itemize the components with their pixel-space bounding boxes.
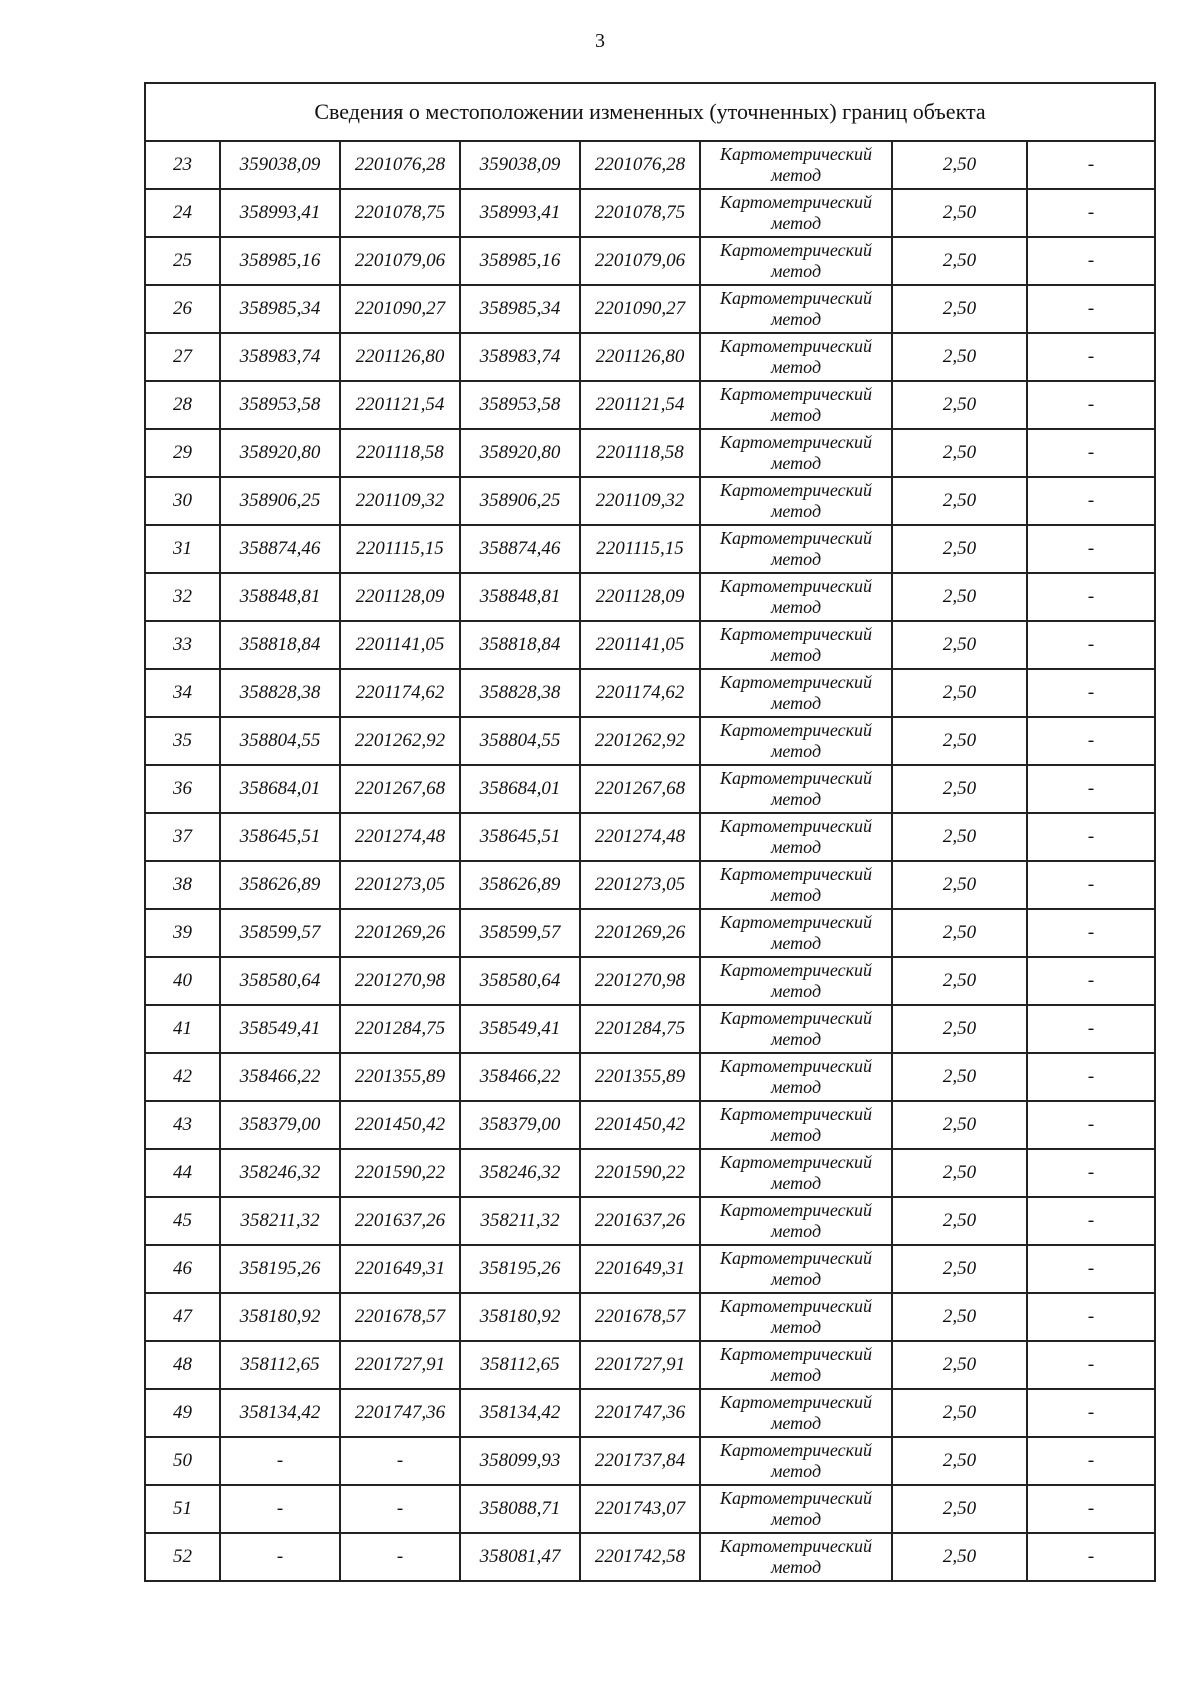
point-number-cell: 52	[145, 1533, 220, 1581]
description-cell: -	[1027, 525, 1155, 573]
method-cell: Картометрический метод	[700, 957, 892, 1005]
existing-x-cell: 358818,84	[220, 621, 340, 669]
new-y-cell: 2201727,91	[580, 1341, 700, 1389]
new-y-cell: 2201747,36	[580, 1389, 700, 1437]
point-number-cell: 40	[145, 957, 220, 1005]
accuracy-cell: 2,50	[892, 189, 1027, 237]
description-cell: -	[1027, 1341, 1155, 1389]
description-cell: -	[1027, 477, 1155, 525]
method-cell: Картометрический метод	[700, 141, 892, 189]
description-cell: -	[1027, 189, 1155, 237]
method-cell: Картометрический метод	[700, 1293, 892, 1341]
description-cell: -	[1027, 1149, 1155, 1197]
new-x-cell: 358081,47	[460, 1533, 580, 1581]
new-x-cell: 358818,84	[460, 621, 580, 669]
accuracy-cell: 2,50	[892, 237, 1027, 285]
method-cell: Картометрический метод	[700, 717, 892, 765]
description-cell: -	[1027, 141, 1155, 189]
description-cell: -	[1027, 909, 1155, 957]
existing-x-cell: 358112,65	[220, 1341, 340, 1389]
point-number-cell: 27	[145, 333, 220, 381]
existing-x-cell: 358906,25	[220, 477, 340, 525]
method-cell: Картометрический метод	[700, 285, 892, 333]
existing-y-cell: 2201115,15	[340, 525, 460, 573]
accuracy-cell: 2,50	[892, 285, 1027, 333]
new-x-cell: 358599,57	[460, 909, 580, 957]
existing-x-cell: 358211,32	[220, 1197, 340, 1245]
table-row	[145, 429, 1155, 477]
description-cell: -	[1027, 669, 1155, 717]
description-cell: -	[1027, 285, 1155, 333]
new-x-cell: 358906,25	[460, 477, 580, 525]
description-cell: -	[1027, 1053, 1155, 1101]
new-y-cell: 2201284,75	[580, 1005, 700, 1053]
point-number-cell: 39	[145, 909, 220, 957]
method-cell: Картометрический метод	[700, 1341, 892, 1389]
accuracy-cell: 2,50	[892, 141, 1027, 189]
new-y-cell: 2201590,22	[580, 1149, 700, 1197]
new-y-cell: 2201355,89	[580, 1053, 700, 1101]
existing-y-cell: 2201267,68	[340, 765, 460, 813]
existing-y-cell: 2201262,92	[340, 717, 460, 765]
accuracy-cell: 2,50	[892, 1245, 1027, 1293]
new-x-cell: 358379,00	[460, 1101, 580, 1149]
existing-y-cell: 2201274,48	[340, 813, 460, 861]
description-cell: -	[1027, 381, 1155, 429]
existing-y-cell: -	[340, 1485, 460, 1533]
table-row	[145, 333, 1155, 381]
method-cell: Картометрический метод	[700, 333, 892, 381]
new-y-cell: 2201079,06	[580, 237, 700, 285]
method-cell: Картометрический метод	[700, 1005, 892, 1053]
method-cell: Картометрический метод	[700, 573, 892, 621]
new-y-cell: 2201637,26	[580, 1197, 700, 1245]
existing-y-cell: -	[340, 1437, 460, 1485]
point-number-cell: 37	[145, 813, 220, 861]
accuracy-cell: 2,50	[892, 1101, 1027, 1149]
new-y-cell: 2201267,68	[580, 765, 700, 813]
table-row	[145, 957, 1155, 1005]
existing-y-cell: 2201109,32	[340, 477, 460, 525]
accuracy-cell: 2,50	[892, 1341, 1027, 1389]
accuracy-cell: 2,50	[892, 1533, 1027, 1581]
existing-x-cell: 358874,46	[220, 525, 340, 573]
new-y-cell: 2201269,26	[580, 909, 700, 957]
method-cell: Картометрический метод	[700, 1389, 892, 1437]
description-cell: -	[1027, 717, 1155, 765]
method-cell: Картометрический метод	[700, 477, 892, 525]
table-row	[145, 1293, 1155, 1341]
accuracy-cell: 2,50	[892, 957, 1027, 1005]
description-cell: -	[1027, 1245, 1155, 1293]
method-cell: Картометрический метод	[700, 1149, 892, 1197]
existing-x-cell: 358466,22	[220, 1053, 340, 1101]
description-cell: -	[1027, 861, 1155, 909]
method-cell: Картометрический метод	[700, 669, 892, 717]
point-number-cell: 28	[145, 381, 220, 429]
new-x-cell: 358874,46	[460, 525, 580, 573]
existing-x-cell: 359038,09	[220, 141, 340, 189]
new-x-cell: 358195,26	[460, 1245, 580, 1293]
description-cell: -	[1027, 1485, 1155, 1533]
new-y-cell: 2201109,32	[580, 477, 700, 525]
point-number-cell: 26	[145, 285, 220, 333]
new-x-cell: 358088,71	[460, 1485, 580, 1533]
existing-x-cell: -	[220, 1437, 340, 1485]
new-y-cell: 2201737,84	[580, 1437, 700, 1485]
existing-y-cell: 2201174,62	[340, 669, 460, 717]
description-cell: -	[1027, 1101, 1155, 1149]
method-cell: Картометрический метод	[700, 381, 892, 429]
description-cell: -	[1027, 1533, 1155, 1581]
description-cell: -	[1027, 429, 1155, 477]
point-number-cell: 41	[145, 1005, 220, 1053]
existing-x-cell: 358993,41	[220, 189, 340, 237]
existing-x-cell: 358953,58	[220, 381, 340, 429]
description-cell: -	[1027, 333, 1155, 381]
existing-x-cell: 358985,34	[220, 285, 340, 333]
point-number-cell: 36	[145, 765, 220, 813]
existing-x-cell: 358848,81	[220, 573, 340, 621]
accuracy-cell: 2,50	[892, 477, 1027, 525]
new-x-cell: 358985,34	[460, 285, 580, 333]
description-cell: -	[1027, 621, 1155, 669]
table-row	[145, 285, 1155, 333]
point-number-cell: 47	[145, 1293, 220, 1341]
table-row	[145, 1533, 1155, 1581]
new-y-cell: 2201121,54	[580, 381, 700, 429]
point-number-cell: 29	[145, 429, 220, 477]
existing-x-cell: 358195,26	[220, 1245, 340, 1293]
new-y-cell: 2201118,58	[580, 429, 700, 477]
description-cell: -	[1027, 1005, 1155, 1053]
table-row	[145, 621, 1155, 669]
point-number-cell: 43	[145, 1101, 220, 1149]
point-number-cell: 42	[145, 1053, 220, 1101]
existing-x-cell: 358626,89	[220, 861, 340, 909]
existing-x-cell: 358379,00	[220, 1101, 340, 1149]
existing-y-cell: 2201727,91	[340, 1341, 460, 1389]
new-y-cell: 2201273,05	[580, 861, 700, 909]
existing-x-cell: 358645,51	[220, 813, 340, 861]
existing-y-cell: 2201747,36	[340, 1389, 460, 1437]
accuracy-cell: 2,50	[892, 1149, 1027, 1197]
existing-x-cell: 358549,41	[220, 1005, 340, 1053]
new-y-cell: 2201174,62	[580, 669, 700, 717]
point-number-cell: 48	[145, 1341, 220, 1389]
point-number-cell: 44	[145, 1149, 220, 1197]
new-x-cell: 358645,51	[460, 813, 580, 861]
new-x-cell: 358848,81	[460, 573, 580, 621]
accuracy-cell: 2,50	[892, 765, 1027, 813]
new-x-cell: 358466,22	[460, 1053, 580, 1101]
boundary-coordinates-table	[144, 82, 1156, 1582]
table-row	[145, 1389, 1155, 1437]
new-x-cell: 358180,92	[460, 1293, 580, 1341]
existing-x-cell: 358920,80	[220, 429, 340, 477]
new-x-cell: 358993,41	[460, 189, 580, 237]
existing-y-cell: 2201141,05	[340, 621, 460, 669]
existing-y-cell: 2201118,58	[340, 429, 460, 477]
table-row	[145, 1485, 1155, 1533]
table-row	[145, 573, 1155, 621]
table-row	[145, 717, 1155, 765]
accuracy-cell: 2,50	[892, 381, 1027, 429]
new-y-cell: 2201262,92	[580, 717, 700, 765]
existing-x-cell: 358828,38	[220, 669, 340, 717]
new-x-cell: 358099,93	[460, 1437, 580, 1485]
table-row	[145, 1245, 1155, 1293]
method-cell: Картометрический метод	[700, 189, 892, 237]
point-number-cell: 46	[145, 1245, 220, 1293]
new-y-cell: 2201128,09	[580, 573, 700, 621]
accuracy-cell: 2,50	[892, 333, 1027, 381]
method-cell: Картометрический метод	[700, 909, 892, 957]
new-y-cell: 2201743,07	[580, 1485, 700, 1533]
description-cell: -	[1027, 1197, 1155, 1245]
new-x-cell: 358804,55	[460, 717, 580, 765]
existing-y-cell: 2201450,42	[340, 1101, 460, 1149]
existing-y-cell: 2201076,28	[340, 141, 460, 189]
table-row	[145, 1053, 1155, 1101]
existing-y-cell: 2201090,27	[340, 285, 460, 333]
point-number-cell: 32	[145, 573, 220, 621]
method-cell: Картометрический метод	[700, 813, 892, 861]
point-number-cell: 34	[145, 669, 220, 717]
existing-y-cell: -	[340, 1533, 460, 1581]
point-number-cell: 35	[145, 717, 220, 765]
table-row	[145, 189, 1155, 237]
existing-x-cell: 358985,16	[220, 237, 340, 285]
point-number-cell: 30	[145, 477, 220, 525]
table-title: Сведения о местоположении измененных (уточненных) границ объекта	[145, 83, 1155, 141]
existing-y-cell: 2201355,89	[340, 1053, 460, 1101]
table-row	[145, 1149, 1155, 1197]
accuracy-cell: 2,50	[892, 1389, 1027, 1437]
accuracy-cell: 2,50	[892, 525, 1027, 573]
table-row	[145, 1101, 1155, 1149]
description-cell: -	[1027, 1293, 1155, 1341]
accuracy-cell: 2,50	[892, 1053, 1027, 1101]
new-y-cell: 2201076,28	[580, 141, 700, 189]
table-row	[145, 237, 1155, 285]
accuracy-cell: 2,50	[892, 1005, 1027, 1053]
new-y-cell: 2201450,42	[580, 1101, 700, 1149]
accuracy-cell: 2,50	[892, 1197, 1027, 1245]
existing-y-cell: 2201078,75	[340, 189, 460, 237]
new-y-cell: 2201126,80	[580, 333, 700, 381]
accuracy-cell: 2,50	[892, 813, 1027, 861]
existing-y-cell: 2201678,57	[340, 1293, 460, 1341]
existing-y-cell: 2201270,98	[340, 957, 460, 1005]
point-number-cell: 24	[145, 189, 220, 237]
method-cell: Картометрический метод	[700, 861, 892, 909]
new-y-cell: 2201090,27	[580, 285, 700, 333]
point-number-cell: 31	[145, 525, 220, 573]
table-row	[145, 765, 1155, 813]
new-x-cell: 358134,42	[460, 1389, 580, 1437]
table-row	[145, 1437, 1155, 1485]
existing-x-cell: 358804,55	[220, 717, 340, 765]
new-y-cell: 2201141,05	[580, 621, 700, 669]
new-y-cell: 2201649,31	[580, 1245, 700, 1293]
new-y-cell: 2201742,58	[580, 1533, 700, 1581]
accuracy-cell: 2,50	[892, 429, 1027, 477]
table-row	[145, 525, 1155, 573]
table-row	[145, 1005, 1155, 1053]
accuracy-cell: 2,50	[892, 573, 1027, 621]
point-number-cell: 50	[145, 1437, 220, 1485]
existing-x-cell: 358180,92	[220, 1293, 340, 1341]
existing-y-cell: 2201590,22	[340, 1149, 460, 1197]
new-x-cell: 358684,01	[460, 765, 580, 813]
description-cell: -	[1027, 237, 1155, 285]
method-cell: Картометрический метод	[700, 1485, 892, 1533]
description-cell: -	[1027, 813, 1155, 861]
method-cell: Картометрический метод	[700, 1197, 892, 1245]
new-x-cell: 358626,89	[460, 861, 580, 909]
description-cell: -	[1027, 957, 1155, 1005]
existing-x-cell: 358684,01	[220, 765, 340, 813]
point-number-cell: 33	[145, 621, 220, 669]
new-x-cell: 358211,32	[460, 1197, 580, 1245]
new-x-cell: 358580,64	[460, 957, 580, 1005]
new-y-cell: 2201115,15	[580, 525, 700, 573]
existing-x-cell: 358983,74	[220, 333, 340, 381]
point-number-cell: 25	[145, 237, 220, 285]
table-row	[145, 861, 1155, 909]
new-x-cell: 358953,58	[460, 381, 580, 429]
new-y-cell: 2201274,48	[580, 813, 700, 861]
accuracy-cell: 2,50	[892, 717, 1027, 765]
new-x-cell: 358246,32	[460, 1149, 580, 1197]
existing-x-cell: -	[220, 1533, 340, 1581]
existing-y-cell: 2201284,75	[340, 1005, 460, 1053]
new-x-cell: 358828,38	[460, 669, 580, 717]
point-number-cell: 45	[145, 1197, 220, 1245]
existing-y-cell: 2201079,06	[340, 237, 460, 285]
point-number-cell: 38	[145, 861, 220, 909]
table-row	[145, 909, 1155, 957]
existing-y-cell: 2201126,80	[340, 333, 460, 381]
table-row	[145, 813, 1155, 861]
method-cell: Картометрический метод	[700, 1053, 892, 1101]
point-number-cell: 23	[145, 141, 220, 189]
table-row	[145, 477, 1155, 525]
existing-x-cell: -	[220, 1485, 340, 1533]
new-x-cell: 359038,09	[460, 141, 580, 189]
existing-y-cell: 2201269,26	[340, 909, 460, 957]
accuracy-cell: 2,50	[892, 1293, 1027, 1341]
page-number: 3	[595, 30, 605, 52]
description-cell: -	[1027, 765, 1155, 813]
accuracy-cell: 2,50	[892, 621, 1027, 669]
existing-y-cell: 2201273,05	[340, 861, 460, 909]
accuracy-cell: 2,50	[892, 861, 1027, 909]
accuracy-cell: 2,50	[892, 1437, 1027, 1485]
method-cell: Картометрический метод	[700, 1437, 892, 1485]
method-cell: Картометрический метод	[700, 621, 892, 669]
new-x-cell: 358549,41	[460, 1005, 580, 1053]
existing-x-cell: 358599,57	[220, 909, 340, 957]
table-row	[145, 381, 1155, 429]
accuracy-cell: 2,50	[892, 669, 1027, 717]
existing-y-cell: 2201121,54	[340, 381, 460, 429]
table-row	[145, 1197, 1155, 1245]
accuracy-cell: 2,50	[892, 1485, 1027, 1533]
new-x-cell: 358112,65	[460, 1341, 580, 1389]
method-cell: Картометрический метод	[700, 1533, 892, 1581]
description-cell: -	[1027, 1389, 1155, 1437]
method-cell: Картометрический метод	[700, 1245, 892, 1293]
existing-x-cell: 358580,64	[220, 957, 340, 1005]
new-y-cell: 2201078,75	[580, 189, 700, 237]
description-cell: -	[1027, 1437, 1155, 1485]
existing-y-cell: 2201649,31	[340, 1245, 460, 1293]
method-cell: Картометрический метод	[700, 237, 892, 285]
new-y-cell: 2201678,57	[580, 1293, 700, 1341]
table-row	[145, 1341, 1155, 1389]
point-number-cell: 49	[145, 1389, 220, 1437]
method-cell: Картометрический метод	[700, 525, 892, 573]
new-y-cell: 2201270,98	[580, 957, 700, 1005]
existing-x-cell: 358246,32	[220, 1149, 340, 1197]
new-x-cell: 358983,74	[460, 333, 580, 381]
method-cell: Картометрический метод	[700, 429, 892, 477]
existing-y-cell: 2201128,09	[340, 573, 460, 621]
existing-x-cell: 358134,42	[220, 1389, 340, 1437]
table-row	[145, 141, 1155, 189]
new-x-cell: 358920,80	[460, 429, 580, 477]
method-cell: Картометрический метод	[700, 765, 892, 813]
table-row	[145, 669, 1155, 717]
existing-y-cell: 2201637,26	[340, 1197, 460, 1245]
method-cell: Картометрический метод	[700, 1101, 892, 1149]
new-x-cell: 358985,16	[460, 237, 580, 285]
description-cell: -	[1027, 573, 1155, 621]
point-number-cell: 51	[145, 1485, 220, 1533]
accuracy-cell: 2,50	[892, 909, 1027, 957]
